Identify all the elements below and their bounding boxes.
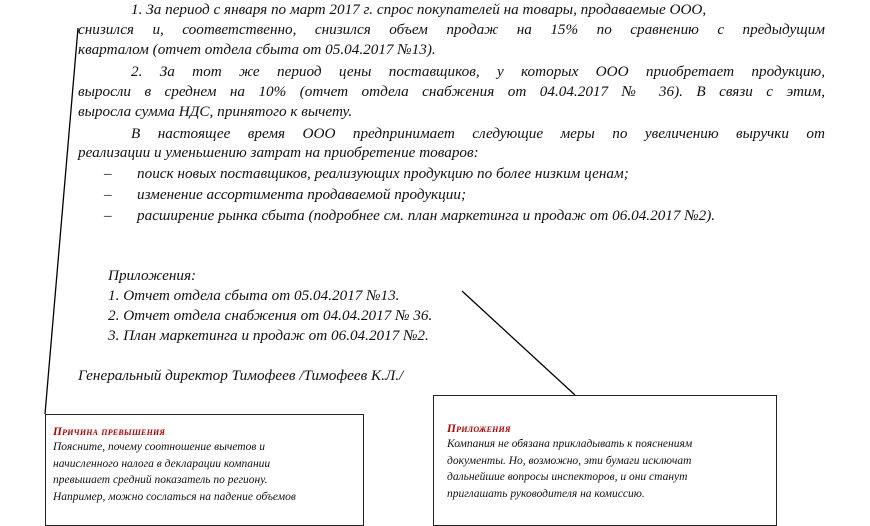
note-reason-line: Например, можно сослаться на падение объемов <box>53 490 296 503</box>
note-reason-line: превышает средний показатель по региону. <box>53 474 268 486</box>
note-attachments <box>433 395 777 526</box>
measure-item-3: расширение рынка сбыта (подробнее см. план маркетинга и продаж от 06.04.2017 №2). <box>137 207 716 224</box>
pointer-line-attachments <box>462 291 575 395</box>
pointer-line-reason <box>45 28 78 414</box>
attachment-item-2: 2. Отчет отдела снабжения от 04.04.2017 № 36. <box>108 307 433 324</box>
attachment-item-3: 3. План маркетинга и продаж от 06.04.2017 №2. <box>108 327 429 344</box>
note-attachments-line: дальнейшие вопросы инспекторов, и они станут <box>447 471 688 483</box>
paragraph-2-line-2: выросли в среднем на 10% (отчет отдела снабжения от 04.04.2017 № 36). В связи с этим, <box>78 83 825 100</box>
note-attachments-line: Компания не обязана прикладывать к пояснениям <box>447 438 693 450</box>
attachment-item-1: 1. Отчет отдела сбыта от 05.04.2017 №13. <box>108 287 400 304</box>
note-attachments-title: Приложения <box>447 423 511 435</box>
attachments-heading: Приложения: <box>108 267 197 284</box>
list-dash: – <box>104 207 112 224</box>
note-reason-line: Поясните, почему соотношение вычетов и <box>53 441 265 453</box>
note-reason-title: Причина превышения <box>53 426 166 438</box>
measure-item-1: поиск новых поставщиков, реализующих продукцию по более низким ценам; <box>137 165 629 182</box>
paragraph-2-line-3: выросла сумма НДС, принятого к вычету. <box>78 103 353 120</box>
list-dash: – <box>104 165 112 182</box>
list-dash: – <box>104 186 112 203</box>
note-attachments-line: документы. Но, возможно, эти бумаги исключат <box>447 454 692 467</box>
note-reason-line: начисленного налога в декларации компании <box>53 457 271 470</box>
paragraph-1-line-1: 1. За период с января по март 2017 г. спрос покупателей на товары, продаваемые ООО, <box>131 1 707 18</box>
paragraph-1-line-3: кварталом (отчет отдела сбыта от 05.04.2017 №13). <box>78 41 436 58</box>
paragraph-2-line-1: 2. За тот же период цены поставщиков, у которых ООО приобретает продукцию, <box>131 63 825 80</box>
paragraph-3-line-1: В настоящее время ООО предпринимает следующие меры по увеличению выручки от <box>131 125 825 142</box>
signature-line: Генеральный директор Тимофеев /Тимофеев К.Л./ <box>78 367 404 384</box>
measure-item-2: изменение ассортимента продаваемой продукции; <box>137 186 466 203</box>
paragraph-1-line-2: снизился и, соответственно, снизился объем продаж на 15% по сравнению с предыдущим <box>78 21 825 38</box>
note-attachments-line: приглашать руководителя на комиссию. <box>447 487 645 500</box>
paragraph-3-line-2: реализации и уменьшению затрат на приобретение товаров: <box>78 144 479 161</box>
note-reason <box>45 414 364 526</box>
